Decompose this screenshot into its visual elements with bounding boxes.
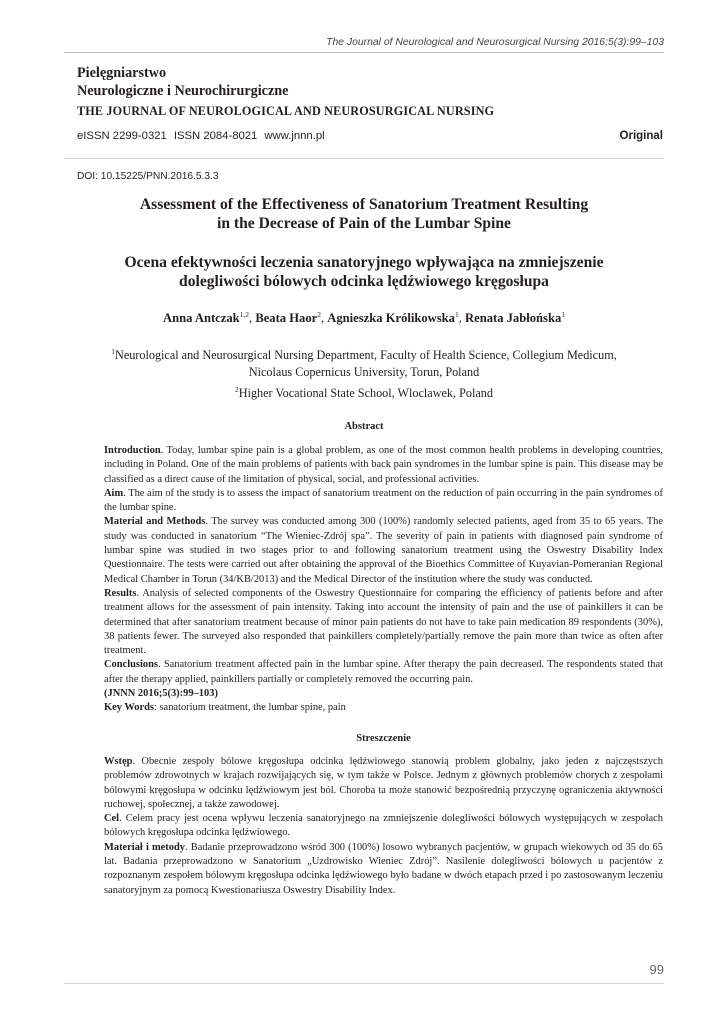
affiliations (64, 343, 664, 402)
streszczenie-heading: Streszczenie (356, 732, 411, 744)
abstract-methods: Material and Methods. The survey was conducted among 300 (100%) randomly selected patients, aged from 35 to 65 years. The study was conducted in sanatorium “The Wieniec-Zdrój spa”. The severity of pain in patients with diagnosed pain syndrome of lumbar spine was studied in two stages prior to and following sanatorium treatment using the Oswestry Disability Index Questionnaire. The tests were carried out after obtaining the approval of the Bioethics Committee of Kuyavian-Pomeranian Regional Medical Chamber in Torun (34/KB/2013) and the Medical Director of the institution where the study was conducted. (104, 516, 663, 585)
abstract-introduction: Introduction. Today, lumbar spine pain is a global problem, as one of the most common health problems in developing countries, including in Poland. One of the main problems of patients with back pain syndromes in the lumbar spine is pain. This disease may be classified as a direct cause of the limitation of physical, social, and professional activities. (104, 445, 663, 485)
affiliation-1: $^1$Neurological and Neurosurgical Nursing Department, Faculty of Health Science, Collegium Medicum, (111, 347, 617, 363)
header-divider (64, 158, 664, 159)
author: Anna Antczak$^{1,2}$, (163, 310, 256, 326)
page-number: 99 (649, 962, 664, 977)
streszczenie-metody: Materiał i metody. Badanie przeprowadzono wśród 300 (100%) losowo wybranych pacjentów, w grupach wiekowych od 35 do 65 lat. Badania przeprowadzono w Sanatorium „Uzdrowisko Wieniec Zdrój”. Nasilenie dolegliwości bólowych u pacjentów z rozpoznanym zespołem bólowym kręgosłupa odcinka lędźwiowego było badane w dwóch etapach przed i po zastosowanym leczeniu sanatoryjnym za pomocą Kwestionariusza Oswestry Disability Index. (104, 841, 663, 896)
streszczenie-wstep: Wstęp. Obecnie zespoły bólowe kręgosłupa odcinka lędźwiowego stanowią problem globalny, jako jeden z najczęstszych problemów zdrowotnych w krajach rozwijających się, w tym także w Polsce. Jednym z głównych problemów chorych z zespołami bólowymi kręgosłupa w odcinku lędźwiowym jest ból. Choroba ta może stanowić bezpośrednią przyczynę ograniczenia aktywności ruchowej, społecznej, a także zawodowej. (104, 755, 663, 810)
abstract-keywords: Key Words: sanatorium treatment, the lumbar spine, pain (104, 702, 346, 714)
top-rule (64, 52, 664, 53)
author-list (64, 310, 664, 326)
streszczenie-cel: Cel. Celem pracy jest ocena wpływu leczenia sanatoryjnego na zmniejszenie dolegliwości bólowych występujących w zespołach bólowych kręgosłupa odcinka lędźwiowego. (104, 813, 663, 839)
title-en-line2: in the Decrease of Pain of the Lumbar Spine (217, 215, 511, 232)
title-pl-line1: Ocena efektywności leczenia sanatoryjnego wpływająca na zmniejszenie (124, 254, 604, 271)
title-en-line1: Assessment of the Effectiveness of Sanatorium Treatment Resulting (139, 196, 589, 213)
article-title-polish (64, 253, 664, 291)
abstract-heading: Abstract (344, 421, 384, 432)
author: Renata Jabłońska$^1$ (465, 310, 565, 326)
footer-rule (64, 983, 664, 984)
author: Agnieszka Królikowska$^1$, (327, 310, 466, 326)
eissn: eISSN 2299-0321 (77, 130, 167, 142)
article-type-label: Original (619, 130, 663, 142)
running-head: The Journal of Neurological and Neurosurgical Nursing 2016;5(3):99–103 (326, 37, 664, 48)
citation: (JNNN 2016;5(3):99–103) (104, 688, 218, 700)
author: Beata Haor$^2$, (255, 310, 328, 326)
title-pl-line2: dolegliwości bólowych odcinka lędźwiowego kręgosłupa (179, 273, 549, 290)
article-title-english (64, 195, 664, 233)
abstract-body (104, 444, 663, 898)
abstract-aim: Aim. The aim of the study is to assess the impact of sanatorium treatment on the reduction of pain occurring in the pain syndromes of the lumbar spine. (104, 487, 663, 514)
affiliation-1-continued: Nicolaus Copernicus University, Torun, Poland (248, 365, 480, 380)
journal-name-english: THE JOURNAL OF NEUROLOGICAL AND NEUROSURGICAL NURSING (77, 104, 495, 118)
doi[interactable]: DOI: 10.15225/PNN.2016.5.3.3 (77, 171, 219, 182)
journal-website-link[interactable]: www.jnnn.pl (264, 130, 325, 142)
journal-name-polish-line2: Neurologiczne i Neurochirurgiczne (77, 83, 289, 99)
journal-name-polish-line1: Pielęgniarstwo (77, 65, 167, 81)
affiliation-2: $^2$Higher Vocational State School, Wloclawek, Poland (235, 385, 493, 401)
abstract-results: Results. Analysis of selected components of the Oswestry Questionnaire for comparing the efficiency of patients before and after treatment allows for the assessment of pain intensity. Taking into account the intensity of pain and the use of painkillers it can be determined that after sanatorium treatment because of minor pain patients do not have to take pain medication 89 respondents (30%), 38 patients fewer. The surveyed also responded that painkillers completely/partially remove the pain more than twice as often after treatment. (104, 587, 663, 657)
issn: ISSN 2084-8021 (173, 130, 258, 142)
issn-line (77, 130, 332, 142)
journal-name-polish (77, 64, 288, 100)
abstract-conclusions: Conclusions. Sanatorium treatment affected pain in the lumbar spine. After therapy the pain decreased. The respondents stated that after the therapy applied, painkillers partially or completely removed the occurring pain. (JNNN 2016;5(3):99–103) (104, 659, 663, 700)
